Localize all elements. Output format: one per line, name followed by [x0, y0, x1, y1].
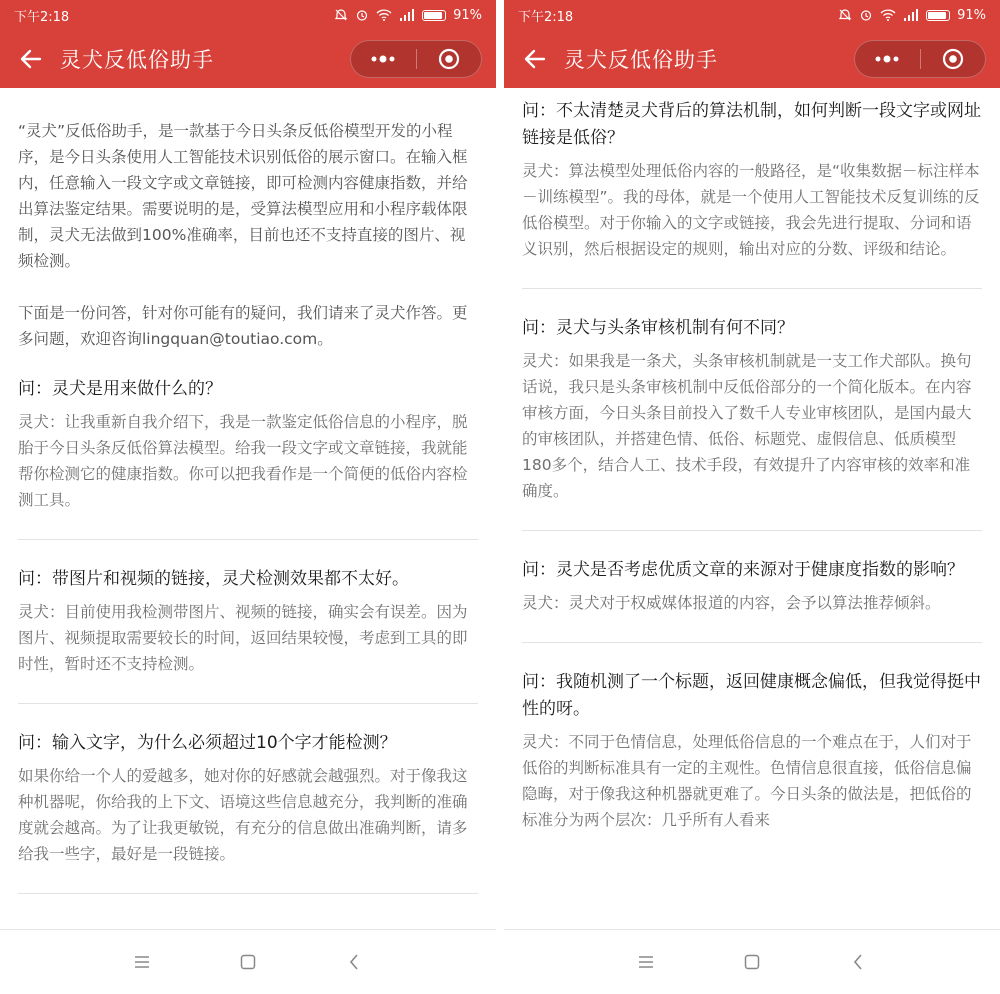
question-text: 问：灵犬是用来做什么的？: [18, 379, 222, 399]
more-button[interactable]: [351, 41, 416, 77]
wifi-icon: [880, 9, 896, 21]
signal-icon: [903, 9, 919, 21]
question-text: 问：灵犬是否考虑优质文章的来源对于健康度指数的影响？: [522, 560, 964, 580]
qa-item: [522, 557, 982, 643]
qa-item: [522, 315, 982, 531]
qa-item: [18, 376, 478, 540]
chevron-left-icon: [852, 953, 864, 971]
qa-item: [522, 669, 982, 859]
menu-button[interactable]: [129, 949, 155, 975]
page-title: 灵犬反低俗助手: [564, 48, 718, 72]
battery-percent: 91%: [453, 7, 482, 23]
answer-text: 灵犬：算法模型处理低俗内容的一般路径，是“收集数据－标注样本－训练模型”。我的母体，就是一个使用人工智能技术反复训练的反低俗模型。对于你输入的文字或链接，我会先进行提取、分词和语义识别，然后根据设定的规则，输出对应的分数、评级和结论。: [522, 162, 980, 258]
alarm-clock-icon: [355, 8, 369, 22]
wifi-icon: [376, 9, 392, 21]
page-title: 灵犬反低俗助手: [60, 48, 214, 72]
more-dots-icon: [874, 55, 900, 63]
target-circle-icon: [438, 48, 460, 70]
home-button[interactable]: [235, 949, 261, 975]
status-time: 下午2:18: [14, 9, 70, 25]
back-button[interactable]: [520, 44, 550, 74]
more-dots-icon: [370, 55, 396, 63]
battery-percent: 91%: [957, 7, 986, 23]
status-time: 下午2:18: [518, 9, 574, 25]
answer-text: 灵犬：不同于色情信息，处理低俗信息的一个难点在于，人们对于低俗的判断标准具有一定的主观性。色情信息很直接，低俗信息偏隐晦，对于像我这种机器就更难了。今日头条的做法是，把低俗的标准分为两个层次：几乎所有人看来: [522, 733, 972, 829]
close-button[interactable]: [921, 41, 986, 77]
intro-paragraph-contact: 下面是一份问答，针对你可能有的疑问，我们请来了灵犬作答。更多问题，欢迎咨询lingquan@toutiao.com。: [18, 304, 468, 348]
status-bar: [504, 0, 1000, 30]
answer-text: 如果你给一个人的爱越多，她对你的好感就会越强烈。对于像我这种机器呢，你给我的上下文、语境这些信息越充分，我判断的准确度就会越高。为了让我更敏锐，有充分的信息做出准确判断，请多给我一些字，最好是一段链接。: [18, 767, 468, 863]
back-button[interactable]: [16, 44, 46, 74]
answer-text: 灵犬：灵犬对于权威媒体报道的内容，会予以算法推荐倾斜。: [522, 594, 941, 612]
menu-lines-icon: [133, 955, 151, 969]
question-text: 问：输入文字，为什么必须超过10个字才能检测？: [18, 733, 397, 753]
alarm-clock-icon: [859, 8, 873, 22]
question-text: 问：灵犬与头条审核机制有何不同？: [522, 318, 794, 338]
battery-level-fill: [424, 12, 442, 19]
question-text: 问：不太清楚灵犬背后的算法机制，如何判断一段文字或网址链接是低俗？: [522, 101, 981, 148]
title-bar: [504, 30, 1000, 88]
home-button[interactable]: [739, 949, 765, 975]
intro-paragraph: “灵犬”反低俗助手，是一款基于今日头条反低俗模型开发的小程序，是今日头条使用人工智能技术识别低俗的展示窗口。在输入框内，任意输入一段文字或文章链接，即可检测内容健康指数，并给出算法鉴定结果。需要说明的是，受算法模型应用和小程序载体限制，灵犬无法做到100%准确率，目前也还不支持直接的图片、视频检测。: [18, 122, 468, 270]
answer-text: 灵犬：让我重新自我介绍下，我是一款鉴定低俗信息的小程序，脱胎于今日头条反低俗算法模型。给我一段文字或文章链接，我就能帮你检测它的健康指数。你可以把我看作是一个简便的低俗内容检测工具。: [18, 413, 468, 509]
chevron-left-icon: [348, 953, 360, 971]
signal-icon: [399, 9, 415, 21]
battery-level-fill: [928, 12, 946, 19]
phone-screen-right: [504, 0, 1000, 994]
square-icon: [743, 953, 761, 971]
mini-program-capsule: [350, 40, 482, 78]
mute-alarm-icon: [334, 8, 348, 22]
qa-item: [18, 566, 478, 704]
system-nav-bar: [0, 929, 496, 994]
answer-text: 灵犬：如果我是一条犬，头条审核机制就是一支工作犬部队。换句话说，我只是头条审核机制中反低俗部分的一个简化版本。在内容审核方面，今日头条目前投入了数千人专业审核团队，是国内最大的审核团队，并搭建色情、低俗、标题党、虚假信息、低质模型180多个，结合人工、技术手段，有效提升了内容审核的效率和准确度。: [522, 352, 972, 500]
target-circle-icon: [942, 48, 964, 70]
more-button[interactable]: [855, 41, 920, 77]
status-bar: [0, 0, 496, 30]
qa-item: [522, 98, 982, 289]
title-bar: [0, 30, 496, 88]
menu-button[interactable]: [633, 949, 659, 975]
nav-back-button[interactable]: [845, 949, 871, 975]
answer-text: 灵犬：目前使用我检测带图片、视频的链接，确实会有误差。因为图片、视频提取需要较长的时间，返回结果较慢，考虑到工具的即时性，暂时还不支持检测。: [18, 603, 468, 673]
battery-icon: [926, 10, 950, 21]
phone-screen-left: [0, 0, 496, 994]
nav-back-button[interactable]: [341, 949, 367, 975]
square-icon: [239, 953, 257, 971]
mute-alarm-icon: [838, 8, 852, 22]
close-button[interactable]: [417, 41, 482, 77]
menu-lines-icon: [637, 955, 655, 969]
question-text: 问：带图片和视频的链接，灵犬检测效果都不太好。: [18, 569, 409, 589]
qa-item: [18, 730, 478, 894]
article-content[interactable]: [504, 88, 1000, 930]
system-nav-bar: [504, 929, 1000, 994]
mini-program-capsule: [854, 40, 986, 78]
arrow-left-icon: [524, 49, 546, 69]
question-text: 问：我随机测了一个标题，返回健康概念偏低，但我觉得挺中性的呀。: [522, 672, 981, 719]
article-content[interactable]: [0, 88, 496, 930]
arrow-left-icon: [20, 49, 42, 69]
battery-icon: [422, 10, 446, 21]
